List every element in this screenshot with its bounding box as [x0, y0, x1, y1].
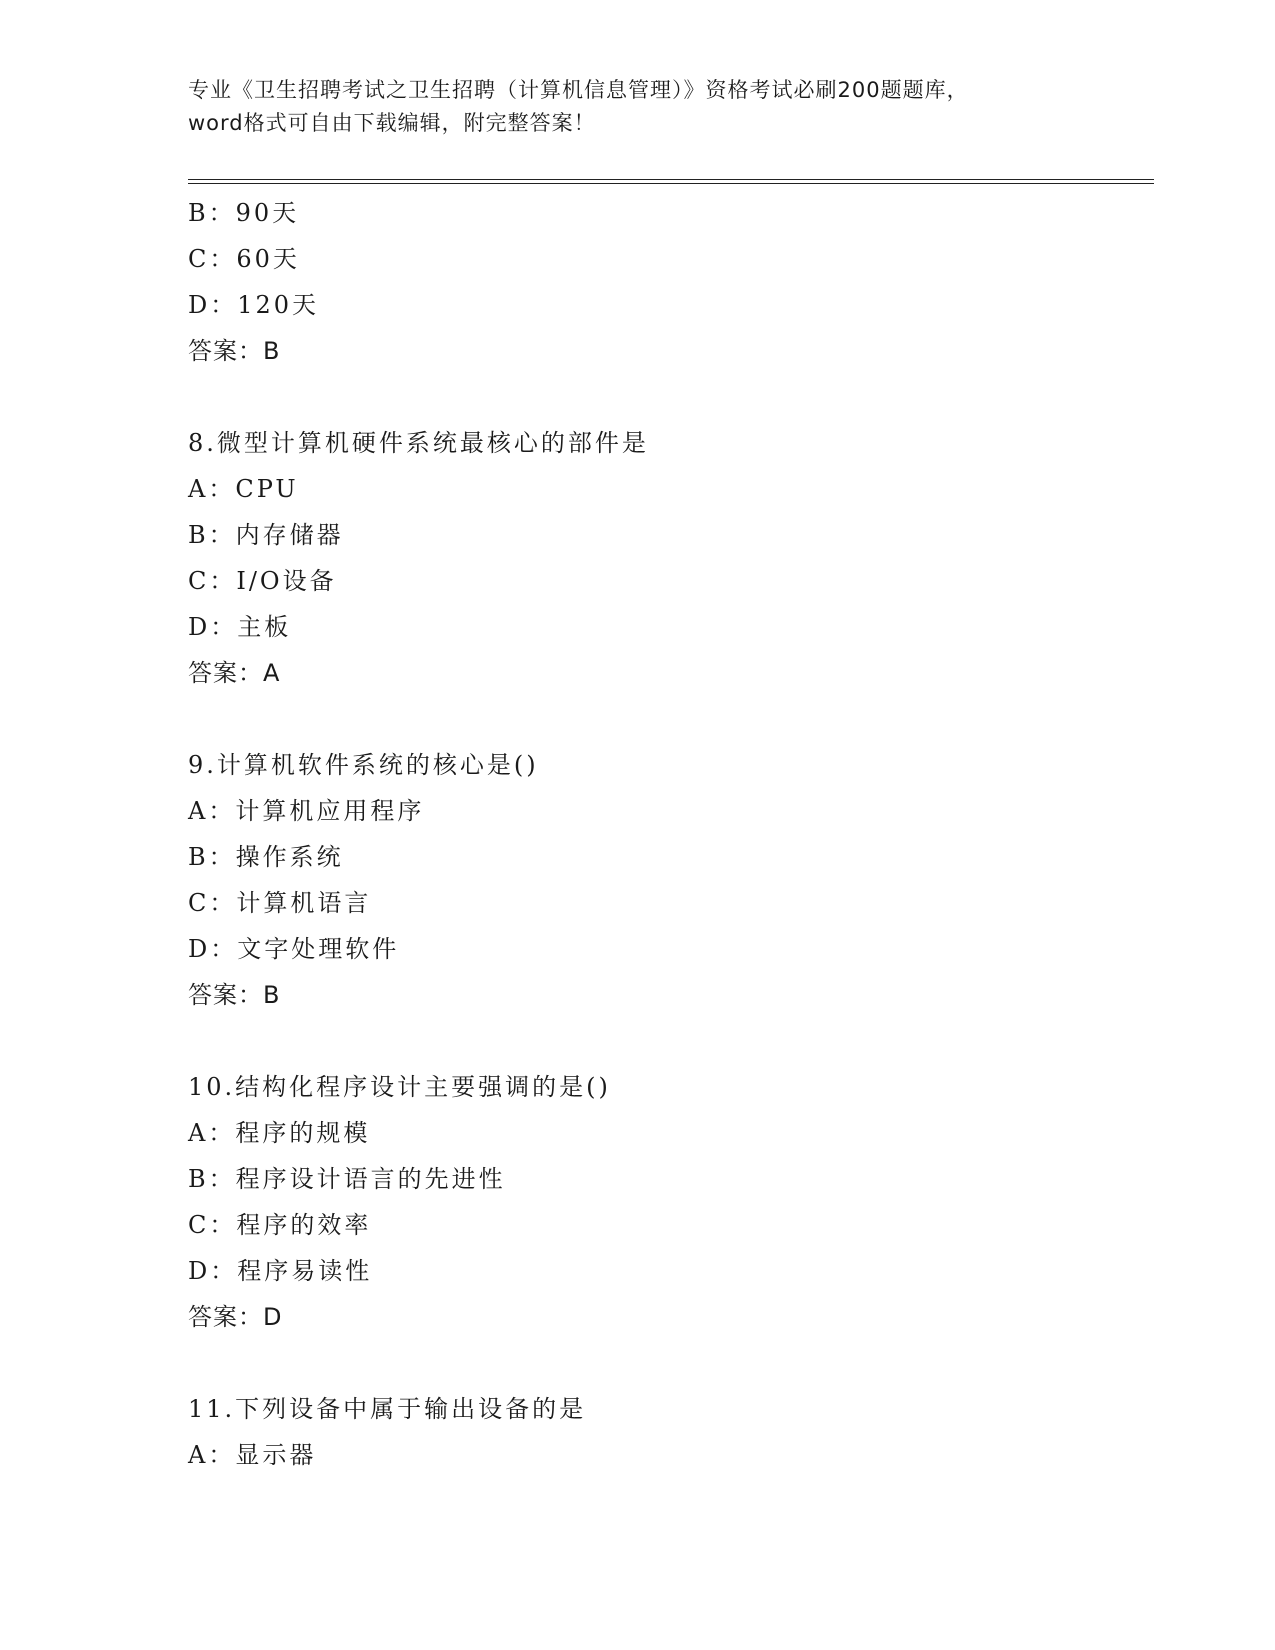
header-title-line-2: word格式可自由下载编辑，附完整答案！ [188, 111, 596, 135]
option-a: A：CPU [188, 475, 299, 503]
option-c: C：I/O设备 [188, 567, 337, 595]
header-title-line-1: 专业《卫生招聘考试之卫生招聘（计算机信息管理）》资格考试必刷200题题库， [188, 78, 969, 102]
option-b: B：操作系统 [188, 843, 344, 871]
option-a: A：程序的规模 [188, 1119, 371, 1147]
question-stem: 11.下列设备中属于输出设备的是 [188, 1395, 587, 1423]
answer-line: 答案：B [188, 981, 281, 1009]
option-b: B：内存储器 [188, 521, 344, 549]
option-c: C：程序的效率 [188, 1211, 372, 1239]
option-d: D：主板 [188, 613, 292, 641]
option-a: A：计算机应用程序 [188, 797, 425, 825]
option-d: D：程序易读性 [188, 1257, 373, 1285]
option-b: B：程序设计语言的先进性 [188, 1165, 506, 1193]
question-list [188, 190, 1148, 1478]
question-stem: 8.微型计算机硬件系统最核心的部件是 [188, 429, 649, 457]
document-header [188, 74, 1088, 140]
question-stem: 9.计算机软件系统的核心是() [188, 751, 539, 779]
spacer [188, 1018, 1148, 1064]
previous-question-tail [188, 190, 1148, 374]
option-d: D：120天 [188, 291, 320, 319]
option-b: B：90天 [188, 199, 300, 227]
header-divider [188, 179, 1154, 184]
question-11 [188, 1386, 1148, 1478]
question-8 [188, 420, 1148, 696]
option-d: D：文字处理软件 [188, 935, 400, 963]
spacer [188, 696, 1148, 742]
option-a: A：显示器 [188, 1441, 317, 1469]
option-c: C：计算机语言 [188, 889, 372, 917]
question-10 [188, 1064, 1148, 1340]
answer-line: 答案：D [188, 1303, 283, 1331]
spacer [188, 1340, 1148, 1386]
question-9 [188, 742, 1148, 1018]
question-stem: 10.结构化程序设计主要强调的是() [188, 1073, 611, 1101]
spacer [188, 374, 1148, 420]
option-c: C：60天 [188, 245, 300, 273]
answer-line: 答案：A [188, 659, 281, 687]
answer-line: 答案：B [188, 337, 281, 365]
